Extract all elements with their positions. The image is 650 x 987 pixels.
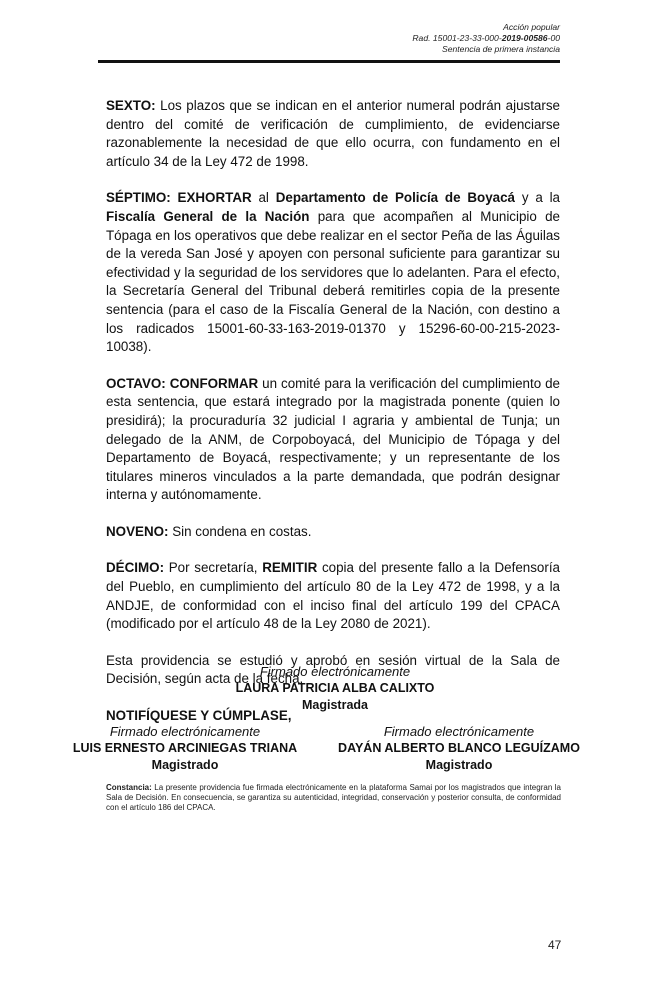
notifiquese-text: NOTIFÍQUESE Y CÚMPLASE, <box>106 708 292 724</box>
septimo-fiscalia: Fiscalía General de la Nación <box>106 208 310 224</box>
header-rule <box>98 60 560 63</box>
noveno-label: NOVENO: <box>106 523 169 539</box>
radicado-number: 2019-00586 <box>501 33 548 43</box>
octavo-text: un comité para la verificación del cumplimiento de esta sentencia, que estará integrado por la magistrada ponente (quien lo presidirá); la procuraduría 32 judicial I agraria y ambiental de Tunja; un delegado de la ANM, de Corpoboyacá, del Municipio de Tópaga y del Departamento de Boyacá, respectivamente; y un representante de los titulares mineros vinculados a la parte demandada, que podrán designar interna y autónomamente. <box>106 375 560 503</box>
paragraph-octavo <box>106 375 560 505</box>
paragraph-providencia: Esta providencia se estudió y aprobó en sesión virtual de la Sala de Decisión, según acta de la fecha. <box>106 652 560 687</box>
decimo-label: DÉCIMO: <box>106 560 165 576</box>
septimo-text-1: al <box>251 190 276 206</box>
signature-right <box>324 724 594 774</box>
signature-role: Magistrada <box>302 698 368 712</box>
constancia-text: La presente providencia fue firmada electrónicamente en la plataforma Samai por los magistrados que integran la Sala de Decisión. En consecuencia, se garantiza su autenticidad, integridad, conservación y posterior consulta, de conformidad con el artículo 186 del CPACA. <box>106 783 561 812</box>
paragraph-septimo <box>106 189 560 356</box>
signature-note: Firmado electrónicamente <box>109 724 261 739</box>
radicado-suffix: -00 <box>547 33 560 43</box>
signature-note: Firmado electrónicamente <box>259 664 411 679</box>
radicado-prefix: Rad. 15001-23-33-000- <box>412 33 502 43</box>
signature-name: DAYÁN ALBERTO BLANCO LEGUÍZAMO <box>338 741 580 755</box>
noveno-text: Sin condena en costas. <box>168 523 312 539</box>
septimo-text-3: para que acompañen al Municipio de Tópaga en los operativos que debe realizar en el sector Peña de las Águilas de la vereda San José y apoyen con personal suficiente para garantizar su efectividad y la seguridad de los servidores que lo adelanten. Para el efecto, la Secretaría General del Tribunal deberá remitirles copia de la presente sentencia (para el caso de la Fiscalía General de la Nación, con destino a los radicados 15001-60-33-163-2019-01370 y 15296-60-00-215-2023-10038). <box>106 208 561 355</box>
signature-presiding <box>0 664 650 714</box>
paragraph-decimo <box>106 559 560 633</box>
septimo-label: SÉPTIMO: EXHORTAR <box>106 190 252 206</box>
document-body <box>106 97 560 744</box>
paragraph-sexto <box>106 97 560 171</box>
page-number: 47 <box>548 938 562 952</box>
septimo-policia: Departamento de Policía de Boyacá <box>275 190 516 206</box>
decimo-remitir: REMITIR <box>262 560 318 576</box>
octavo-label: OCTAVO: CONFORMAR <box>106 375 259 391</box>
sexto-label: SEXTO: <box>106 98 156 113</box>
header-document-type: Sentencia de primera instancia <box>442 44 560 54</box>
paragraph-noveno <box>106 523 560 542</box>
signature-role: Magistrado <box>425 758 493 772</box>
signature-name: LUIS ERNESTO ARCINIEGAS TRIANA <box>72 741 298 755</box>
header-radicado <box>412 33 560 44</box>
signature-left <box>50 724 320 774</box>
signature-note: Firmado electrónicamente <box>383 724 535 739</box>
signature-name: LAURA PATRICIA ALBA CALIXTO <box>235 681 435 695</box>
constancia-label: Constancia: <box>106 783 152 792</box>
header-case-type: Acción popular <box>503 22 560 32</box>
constancia-note <box>106 783 561 812</box>
decimo-text-1: Por secretaría, <box>164 560 263 576</box>
signature-role: Magistrado <box>151 758 219 772</box>
decimo-text-2: copia del presente fallo a la Defensoría del Pueblo, en cumplimiento del artículo 80 de la Ley 472 de 1998, y a la ANDJE, de conformidad con el inciso final del artículo 199 del CPACA (modificado por el artículo 48 de la Ley 2080 de 2021). <box>106 560 560 632</box>
sexto-text: Los plazos que se indican en el anterior numeral podrán ajustarse dentro del comité de verificación de cumplimiento, de evidenciarse razonablemente la necesidad de que ello ocurra, con fundamento en el artículo 34 de la Ley 472 de 1998. <box>106 98 560 169</box>
page-header <box>412 22 560 55</box>
septimo-text-2: y a la <box>515 190 560 206</box>
